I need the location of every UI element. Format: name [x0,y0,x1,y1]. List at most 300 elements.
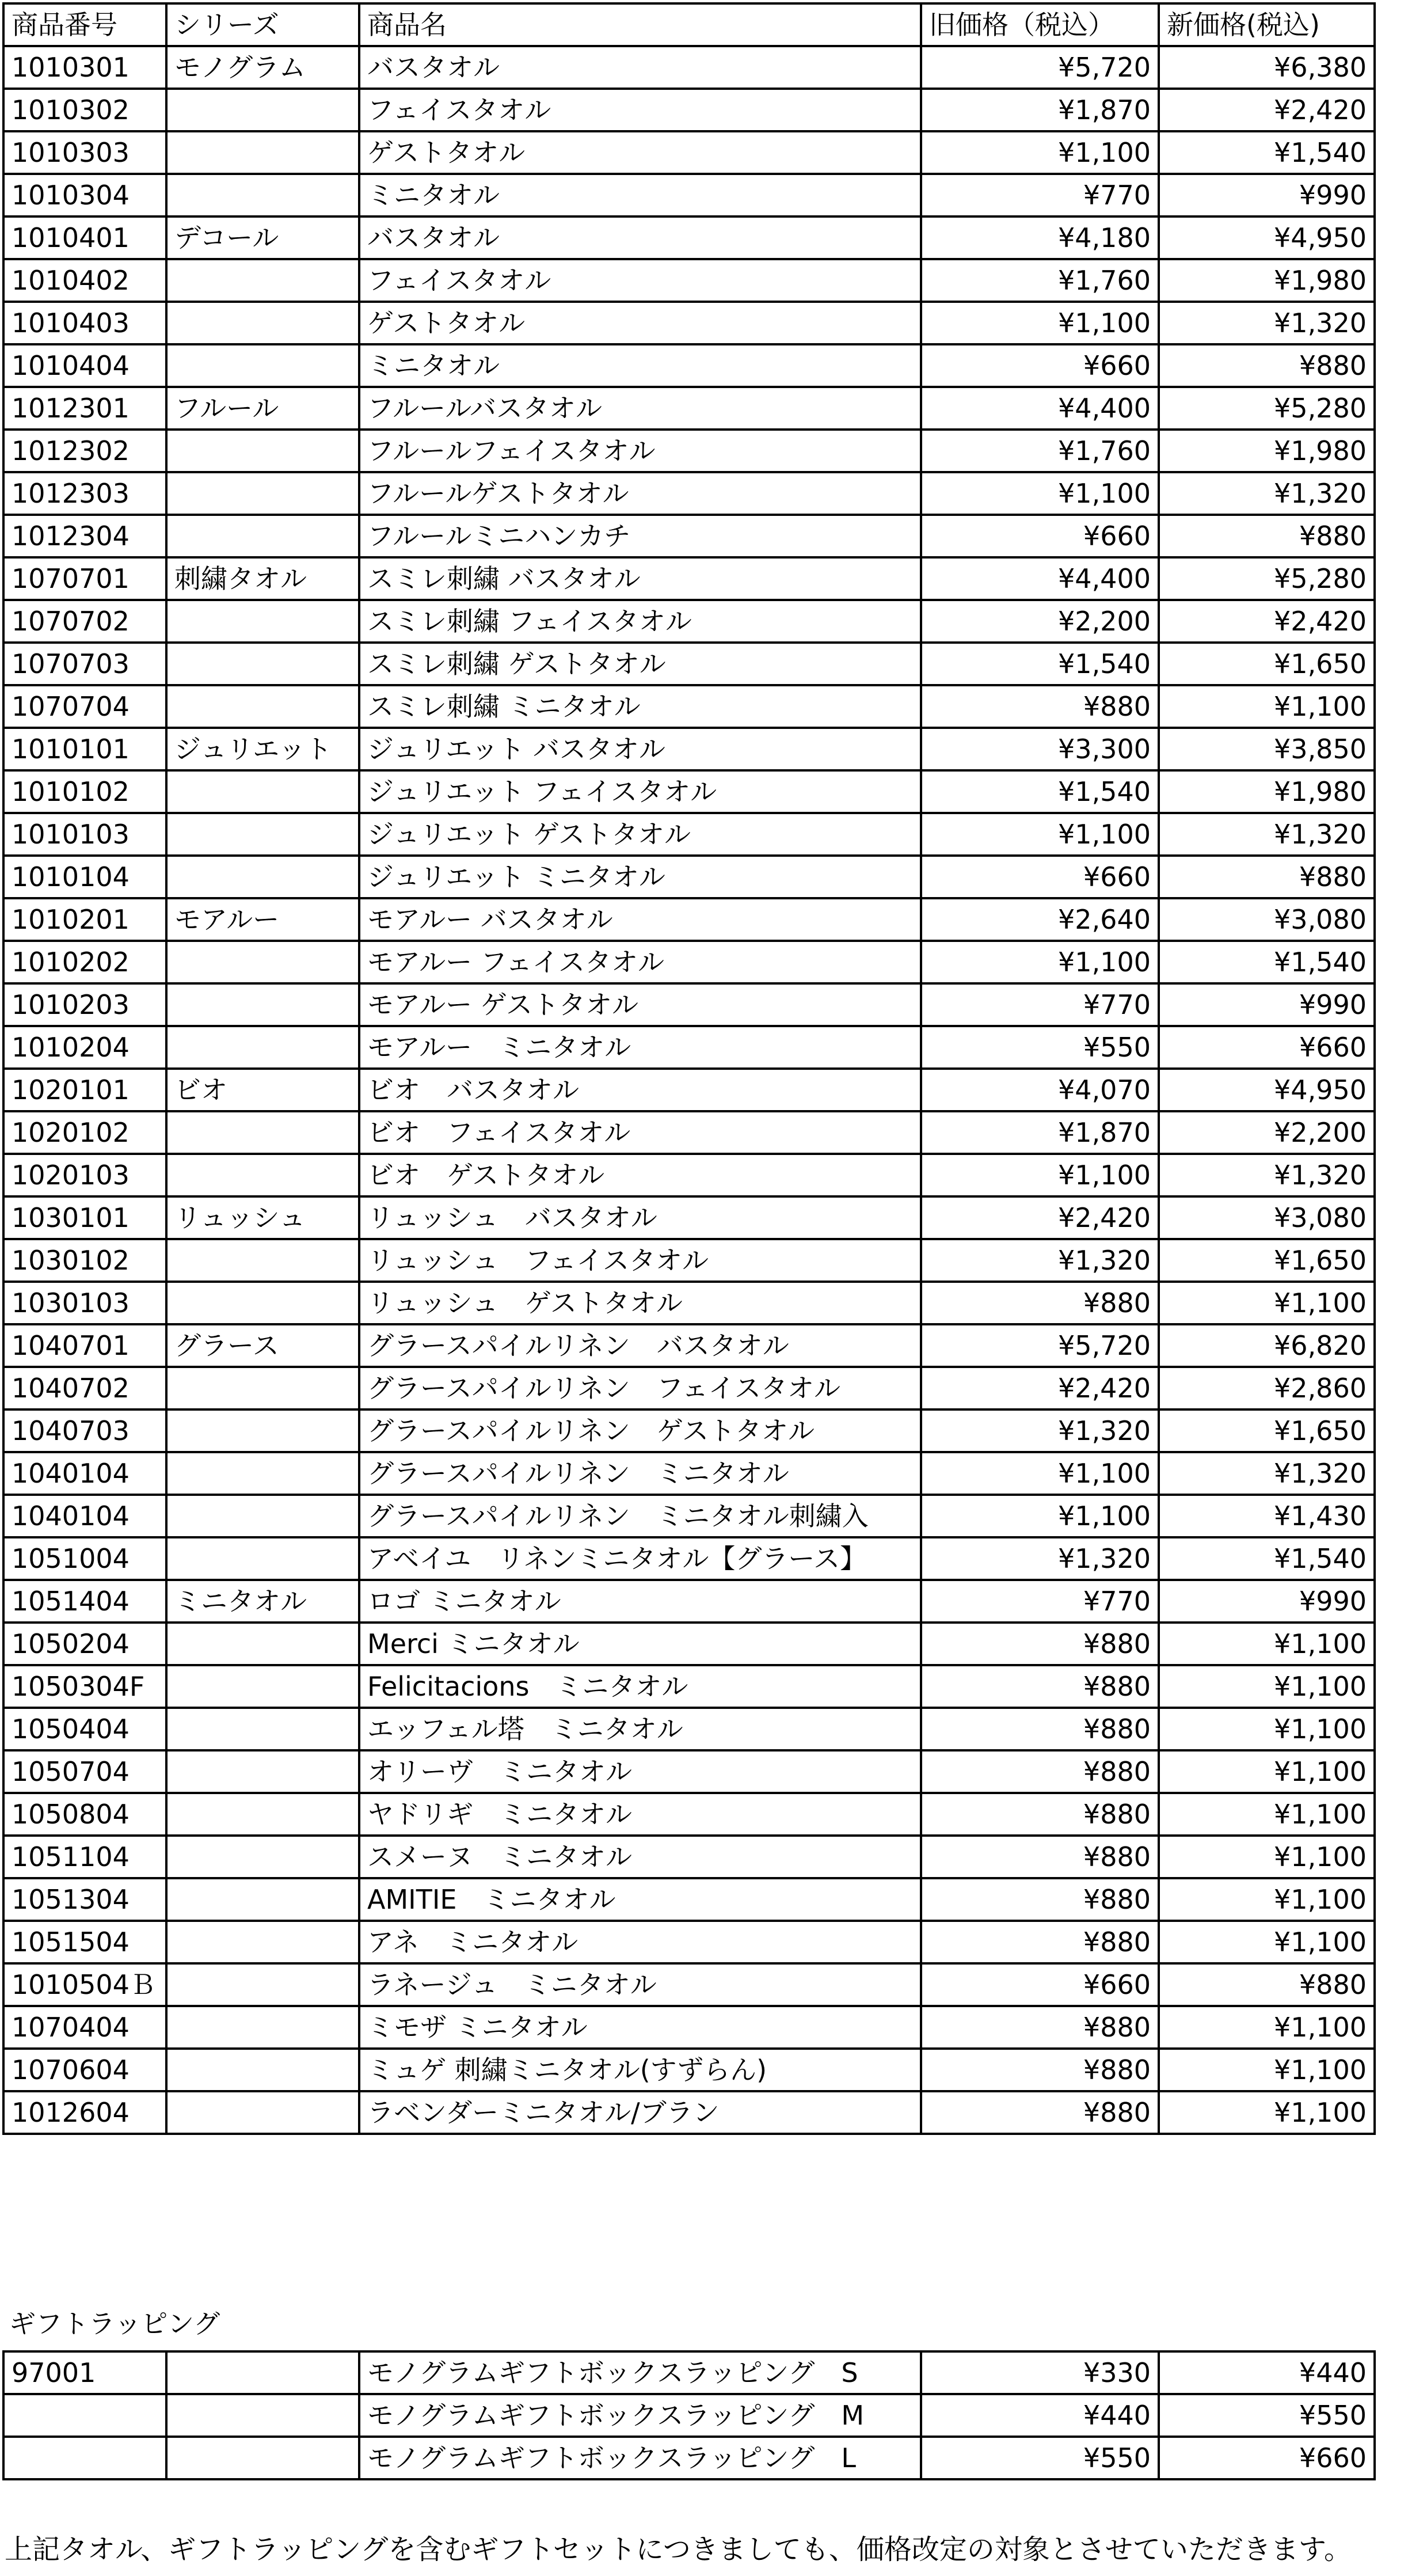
new-price-cell: ¥1,320 [1159,1452,1375,1495]
table-row [3,1154,1375,1196]
series-cell [166,1452,359,1495]
product-code-cell: 1040104 [3,1452,166,1495]
new-price-cell: ¥3,080 [1159,898,1375,941]
old-price-cell: ¥880 [921,1708,1159,1750]
product-code-cell: 1010401 [3,216,166,259]
series-cell [166,1708,359,1750]
product-code-cell: 1070702 [3,600,166,643]
table-row [3,387,1375,430]
product-code-cell: 1051304 [3,1878,166,1921]
product-name-cell: ラネージュ ミニタオル [359,1963,921,2006]
table-row [3,1836,1375,1878]
product-name-cell: ヤドリギ ミニタオル [359,1793,921,1836]
old-price-cell: ¥1,100 [921,941,1159,983]
old-price-cell: ¥550 [921,1026,1159,1069]
old-price-cell: ¥880 [921,685,1159,728]
series-cell [166,174,359,216]
series-cell: ミニタオル [166,1580,359,1623]
table-row [3,1963,1375,2006]
old-price-cell: ¥1,100 [921,302,1159,344]
product-code-cell: 1070704 [3,685,166,728]
product-name-cell: スミレ刺繍 フェイスタオル [359,600,921,643]
new-price-cell: ¥1,100 [1159,1665,1375,1708]
new-price-cell: ¥1,980 [1159,770,1375,813]
series-cell [166,1367,359,1409]
product-code-cell: 1010304 [3,174,166,216]
header-row [3,3,1375,46]
new-price-cell: ¥1,100 [1159,1282,1375,1324]
product-name-cell: オリーヴ ミニタオル [359,1750,921,1793]
table-row [3,1708,1375,1750]
new-price-cell: ¥4,950 [1159,1069,1375,1111]
table-row [3,2394,1375,2437]
series-cell [166,1963,359,2006]
new-price-cell: ¥3,850 [1159,728,1375,770]
product-name-cell: モアルー バスタオル [359,898,921,941]
new-price-cell: ¥1,430 [1159,1495,1375,1537]
series-cell: ジュリエット [166,728,359,770]
product-name-cell: スミレ刺繍 ゲストタオル [359,643,921,685]
new-price-cell: ¥1,100 [1159,1750,1375,1793]
table-row [3,983,1375,1026]
product-name-cell: フェイスタオル [359,89,921,131]
gift-wrapping-title: ギフトラッピング [9,2308,220,2339]
series-cell [166,430,359,472]
series-cell: デコール [166,216,359,259]
old-price-cell: ¥880 [921,1836,1159,1878]
old-price-cell: ¥1,100 [921,1452,1159,1495]
new-price-cell: ¥1,100 [1159,1836,1375,1878]
table-row [3,557,1375,600]
table-row [3,259,1375,302]
new-price-cell: ¥1,100 [1159,2091,1375,2134]
new-price-cell: ¥880 [1159,515,1375,557]
old-price-cell: ¥1,100 [921,131,1159,174]
table-row [3,1282,1375,1324]
product-name-cell: ミニタオル [359,344,921,387]
new-price-cell: ¥990 [1159,983,1375,1026]
old-price-cell: ¥330 [921,2351,1159,2394]
series-cell [166,1921,359,1963]
old-price-cell: ¥1,760 [921,259,1159,302]
product-code-cell: 1050804 [3,1793,166,1836]
product-name-cell: スミレ刺繍 ミニタオル [359,685,921,728]
table-row [3,1495,1375,1537]
table-row [3,2006,1375,2049]
old-price-cell: ¥660 [921,515,1159,557]
table-row [3,2091,1375,2134]
product-code-cell: 1040104 [3,1495,166,1537]
table-row [3,1878,1375,1921]
new-price-cell: ¥1,100 [1159,2006,1375,2049]
series-cell [166,2049,359,2091]
product-name-cell: リュッシュ バスタオル [359,1196,921,1239]
product-code-cell: 1010303 [3,131,166,174]
new-price-cell: ¥1,650 [1159,1409,1375,1452]
table-row [3,600,1375,643]
series-cell [166,1154,359,1196]
new-price-cell: ¥6,820 [1159,1324,1375,1367]
product-name-cell: リュッシュ ゲストタオル [359,1282,921,1324]
new-price-cell: ¥990 [1159,1580,1375,1623]
old-price-cell: ¥5,720 [921,1324,1159,1367]
new-price-cell: ¥4,950 [1159,216,1375,259]
old-price-cell: ¥1,100 [921,1495,1159,1537]
old-price-cell: ¥880 [921,1921,1159,1963]
product-name-cell: モノグラムギフトボックスラッピング S [359,2351,921,2394]
product-code-cell: 1010504Ｂ [3,1963,166,2006]
old-price-cell: ¥3,300 [921,728,1159,770]
table-row [3,813,1375,856]
series-cell [166,1409,359,1452]
new-price-cell: ¥550 [1159,2394,1375,2437]
old-price-cell: ¥1,540 [921,643,1159,685]
old-price-cell: ¥880 [921,2091,1159,2134]
product-code-cell: 1051004 [3,1537,166,1580]
product-name-cell: ビオ ゲストタオル [359,1154,921,1196]
new-price-cell: ¥660 [1159,2437,1375,2479]
new-price-cell: ¥6,380 [1159,46,1375,89]
old-price-cell: ¥880 [921,1282,1159,1324]
old-price-cell: ¥1,870 [921,1111,1159,1154]
product-code-cell: 1010203 [3,983,166,1026]
product-code-cell: 1012304 [3,515,166,557]
product-code-cell: 1010104 [3,856,166,898]
product-code-cell: 1051404 [3,1580,166,1623]
series-cell: モノグラム [166,46,359,89]
table-row [3,1921,1375,1963]
old-price-cell: ¥880 [921,1793,1159,1836]
new-price-cell: ¥1,100 [1159,1878,1375,1921]
product-name-cell: ゲストタオル [359,302,921,344]
series-cell: モアルー [166,898,359,941]
product-code-cell: 1050304F [3,1665,166,1708]
product-name-cell: ジュリエット ミニタオル [359,856,921,898]
series-cell [166,643,359,685]
product-name-cell: Merci ミニタオル [359,1623,921,1665]
series-cell [166,813,359,856]
product-code-cell: 1012302 [3,430,166,472]
old-price-cell: ¥2,640 [921,898,1159,941]
header-code: 商品番号 [3,3,166,46]
product-name-cell: AMITIE ミニタオル [359,1878,921,1921]
series-cell [166,1282,359,1324]
product-code-cell: 1070404 [3,2006,166,2049]
new-price-cell: ¥1,980 [1159,430,1375,472]
new-price-cell: ¥1,100 [1159,685,1375,728]
old-price-cell: ¥770 [921,1580,1159,1623]
series-cell [166,1793,359,1836]
product-code-cell: 1010204 [3,1026,166,1069]
table-row [3,1665,1375,1708]
old-price-cell: ¥4,400 [921,387,1159,430]
new-price-cell: ¥440 [1159,2351,1375,2394]
new-price-cell: ¥1,100 [1159,2049,1375,2091]
series-cell [166,302,359,344]
table-row [3,1367,1375,1409]
product-name-cell: アネ ミニタオル [359,1921,921,1963]
old-price-cell: ¥880 [921,2006,1159,2049]
product-code-cell: 1051104 [3,1836,166,1878]
product-name-cell: ミニタオル [359,174,921,216]
series-cell [166,2351,359,2394]
new-price-cell: ¥1,320 [1159,302,1375,344]
table-row [3,856,1375,898]
new-price-cell: ¥2,420 [1159,89,1375,131]
series-cell [166,515,359,557]
series-cell [166,2006,359,2049]
new-price-cell: ¥5,280 [1159,557,1375,600]
table-row [3,1580,1375,1623]
product-name-cell: アベイユ リネンミニタオル【グラース】 [359,1537,921,1580]
new-price-cell: ¥1,540 [1159,941,1375,983]
new-price-cell: ¥1,320 [1159,813,1375,856]
table-row [3,643,1375,685]
old-price-cell: ¥4,180 [921,216,1159,259]
product-code-cell: 1010101 [3,728,166,770]
table-row [3,46,1375,89]
product-code-cell: 1040703 [3,1409,166,1452]
new-price-cell: ¥1,650 [1159,1239,1375,1282]
series-cell [166,1111,359,1154]
series-cell [166,1836,359,1878]
table-row [3,1793,1375,1836]
product-code-cell: 1030101 [3,1196,166,1239]
series-cell [166,472,359,515]
product-name-cell: フルールバスタオル [359,387,921,430]
product-name-cell: モノグラムギフトボックスラッピング M [359,2394,921,2437]
old-price-cell: ¥880 [921,1878,1159,1921]
product-name-cell: フルールフェイスタオル [359,430,921,472]
product-name-cell: グラースパイルリネン ミニタオル刺繍入 [359,1495,921,1537]
product-name-cell: ミュゲ 刺繍ミニタオル(すずらん) [359,2049,921,2091]
table-row [3,1623,1375,1665]
product-code-cell: 1040701 [3,1324,166,1367]
series-cell: リュッシュ [166,1196,359,1239]
old-price-cell: ¥1,320 [921,1409,1159,1452]
product-code-cell [3,2437,166,2479]
table-row [3,515,1375,557]
new-price-cell: ¥2,420 [1159,600,1375,643]
product-name-cell: ロゴ ミニタオル [359,1580,921,1623]
product-name-cell: バスタオル [359,216,921,259]
table-row [3,1409,1375,1452]
new-price-cell: ¥1,100 [1159,1708,1375,1750]
series-cell [166,89,359,131]
series-cell [166,770,359,813]
series-cell: 刺繍タオル [166,557,359,600]
product-code-cell: 1012604 [3,2091,166,2134]
old-price-cell: ¥4,400 [921,557,1159,600]
old-price-cell: ¥880 [921,2049,1159,2091]
table-row [3,685,1375,728]
old-price-cell: ¥660 [921,1963,1159,2006]
table-row [3,216,1375,259]
product-name-cell: ラベンダーミニタオル/ブラン [359,2091,921,2134]
new-price-cell: ¥1,100 [1159,1623,1375,1665]
series-cell [166,600,359,643]
product-name-cell: スメーヌ ミニタオル [359,1836,921,1878]
table-row [3,1537,1375,1580]
table-row [3,2049,1375,2091]
table-row [3,174,1375,216]
product-name-cell: リュッシュ フェイスタオル [359,1239,921,1282]
old-price-cell: ¥1,100 [921,1154,1159,1196]
product-name-cell: グラースパイルリネン ゲストタオル [359,1409,921,1452]
table-row [3,770,1375,813]
old-price-cell: ¥2,200 [921,600,1159,643]
product-code-cell: 1010202 [3,941,166,983]
product-name-cell: グラースパイルリネン フェイスタオル [359,1367,921,1409]
series-cell [166,259,359,302]
product-name-cell: ミモザ ミニタオル [359,2006,921,2049]
product-name-cell: エッフェル塔 ミニタオル [359,1708,921,1750]
new-price-cell: ¥880 [1159,856,1375,898]
product-name-cell: Felicitacions ミニタオル [359,1665,921,1708]
product-code-cell: 1012301 [3,387,166,430]
product-name-cell: モアルー フェイスタオル [359,941,921,983]
old-price-cell: ¥1,100 [921,472,1159,515]
product-code-cell: 1070701 [3,557,166,600]
new-price-cell: ¥1,320 [1159,472,1375,515]
new-price-cell: ¥2,200 [1159,1111,1375,1154]
old-price-cell: ¥440 [921,2394,1159,2437]
series-cell [166,856,359,898]
series-cell: フルール [166,387,359,430]
product-code-cell: 1010402 [3,259,166,302]
table-row [3,1069,1375,1111]
series-cell [166,685,359,728]
table-row [3,728,1375,770]
old-price-cell: ¥1,540 [921,770,1159,813]
series-cell [166,1026,359,1069]
product-code-cell: 1030102 [3,1239,166,1282]
product-name-cell: グラースパイルリネン バスタオル [359,1324,921,1367]
price-table [2,2,1376,2135]
series-cell [166,1623,359,1665]
series-cell [166,1495,359,1537]
new-price-cell: ¥1,650 [1159,643,1375,685]
old-price-cell: ¥880 [921,1750,1159,1793]
table-row [3,472,1375,515]
old-price-cell: ¥1,320 [921,1537,1159,1580]
product-name-cell: モアルー ミニタオル [359,1026,921,1069]
product-code-cell: 1012303 [3,472,166,515]
series-cell [166,344,359,387]
product-code-cell: 1050404 [3,1708,166,1750]
product-name-cell: ビオ バスタオル [359,1069,921,1111]
series-cell [166,1537,359,1580]
series-cell: グラース [166,1324,359,1367]
header-old-price: 旧価格（税込） [921,3,1159,46]
product-name-cell: フルールミニハンカチ [359,515,921,557]
new-price-cell: ¥990 [1159,174,1375,216]
product-name-cell: ジュリエット バスタオル [359,728,921,770]
product-name-cell: ゲストタオル [359,131,921,174]
old-price-cell: ¥2,420 [921,1367,1159,1409]
product-code-cell: 1010301 [3,46,166,89]
series-cell [166,2091,359,2134]
old-price-cell: ¥770 [921,983,1159,1026]
table-row [3,1111,1375,1154]
product-code-cell: 1010201 [3,898,166,941]
price-table-body [3,3,1375,2134]
series-cell [166,1750,359,1793]
series-cell [166,2394,359,2437]
series-cell [166,1878,359,1921]
old-price-cell: ¥1,760 [921,430,1159,472]
product-name-cell: モノグラムギフトボックスラッピング L [359,2437,921,2479]
product-code-cell: 1010103 [3,813,166,856]
product-name-cell: スミレ刺繍 バスタオル [359,557,921,600]
header-name: 商品名 [359,3,921,46]
product-code-cell: 1010403 [3,302,166,344]
table-row [3,1452,1375,1495]
table-row [3,89,1375,131]
series-cell [166,2437,359,2479]
table-row [3,1196,1375,1239]
header-new-price: 新価格(税込) [1159,3,1375,46]
table-row [3,131,1375,174]
table-row [3,302,1375,344]
product-name-cell: モアルー ゲストタオル [359,983,921,1026]
old-price-cell: ¥2,420 [921,1196,1159,1239]
new-price-cell: ¥1,100 [1159,1921,1375,1963]
product-code-cell: 1010302 [3,89,166,131]
old-price-cell: ¥880 [921,1665,1159,1708]
product-code-cell: 1050204 [3,1623,166,1665]
table-row [3,430,1375,472]
table-row [3,1750,1375,1793]
product-code-cell [3,2394,166,2437]
product-code-cell: 1051504 [3,1921,166,1963]
header-series: シリーズ [166,3,359,46]
product-name-cell: フルールゲストタオル [359,472,921,515]
series-cell [166,941,359,983]
table-row [3,898,1375,941]
table-row [3,1239,1375,1282]
product-code-cell: 1010102 [3,770,166,813]
table-row [3,941,1375,983]
product-code-cell: 1070604 [3,2049,166,2091]
old-price-cell: ¥5,720 [921,46,1159,89]
old-price-cell: ¥770 [921,174,1159,216]
new-price-cell: ¥5,280 [1159,387,1375,430]
product-code-cell: 97001 [3,2351,166,2394]
product-code-cell: 1050704 [3,1750,166,1793]
product-name-cell: ジュリエット フェイスタオル [359,770,921,813]
gift-wrapping-table-body [3,2351,1375,2479]
gift-wrapping-table [2,2350,1376,2480]
old-price-cell: ¥660 [921,344,1159,387]
product-name-cell: バスタオル [359,46,921,89]
new-price-cell: ¥880 [1159,344,1375,387]
product-name-cell: フェイスタオル [359,259,921,302]
new-price-cell: ¥2,860 [1159,1367,1375,1409]
product-code-cell: 1070703 [3,643,166,685]
new-price-cell: ¥1,540 [1159,131,1375,174]
new-price-cell: ¥1,320 [1159,1154,1375,1196]
new-price-cell: ¥1,540 [1159,1537,1375,1580]
product-code-cell: 1020103 [3,1154,166,1196]
table-row [3,2437,1375,2479]
product-name-cell: ジュリエット ゲストタオル [359,813,921,856]
old-price-cell: ¥880 [921,1623,1159,1665]
footer-note: 上記タオル、ギフトラッピングを含むギフトセットにつきましても、価格改定の対象とさせていただきます。 [5,2533,1352,2566]
old-price-cell: ¥1,870 [921,89,1159,131]
new-price-cell: ¥3,080 [1159,1196,1375,1239]
table-row [3,1026,1375,1069]
